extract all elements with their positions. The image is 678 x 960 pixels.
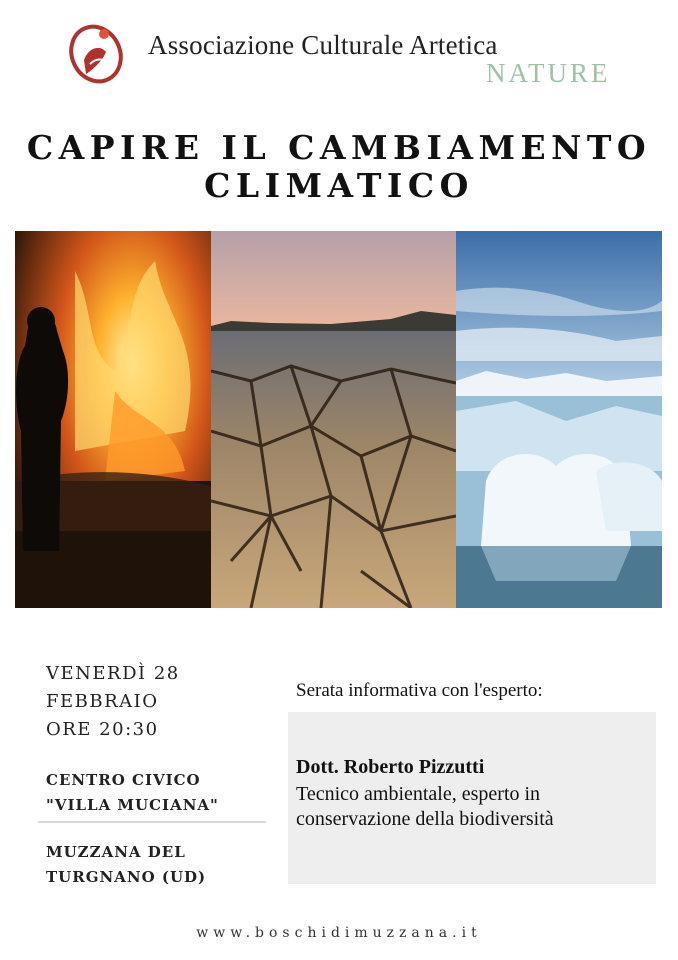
event-details: [46, 660, 276, 890]
wildfire-photo-icon: [15, 231, 211, 608]
venue-line2: "VILLA MUCIANA": [46, 796, 219, 814]
place-line2: TURGNANO (UD): [46, 868, 207, 886]
polar-ice-photo-icon: [456, 231, 662, 608]
event-title-line1: CAPIRE IL CAMBIAMENTO: [26, 128, 652, 167]
climate-photo-collage: [15, 231, 662, 608]
speaker-intro: Serata informativa con l'esperto:: [296, 680, 543, 701]
drought-cracked-earth-photo-icon: [211, 231, 456, 608]
website-url: www.boschidimuzzana.it: [196, 925, 482, 941]
organization-subtitle: NATURE: [486, 58, 611, 88]
organization-name: Associazione Culturale Artetica: [148, 30, 498, 60]
speaker-name: Dott. Roberto Pizzutti: [296, 756, 485, 778]
event-time: ORE 20:30: [46, 719, 159, 740]
event-date-line2: FEBBRAIO: [46, 691, 159, 712]
place-line1: MUZZANA DEL: [46, 843, 186, 861]
event-date-line1: VENERDÌ 28: [46, 663, 180, 684]
divider: [38, 821, 266, 823]
event-title-line2: CLIMATICO: [204, 166, 474, 205]
association-logo-icon: [66, 20, 126, 84]
venue-line1: CENTRO CIVICO: [46, 771, 201, 789]
speaker-role: Tecnico ambientale, esperto in conservazione della biodiversità: [296, 783, 554, 830]
